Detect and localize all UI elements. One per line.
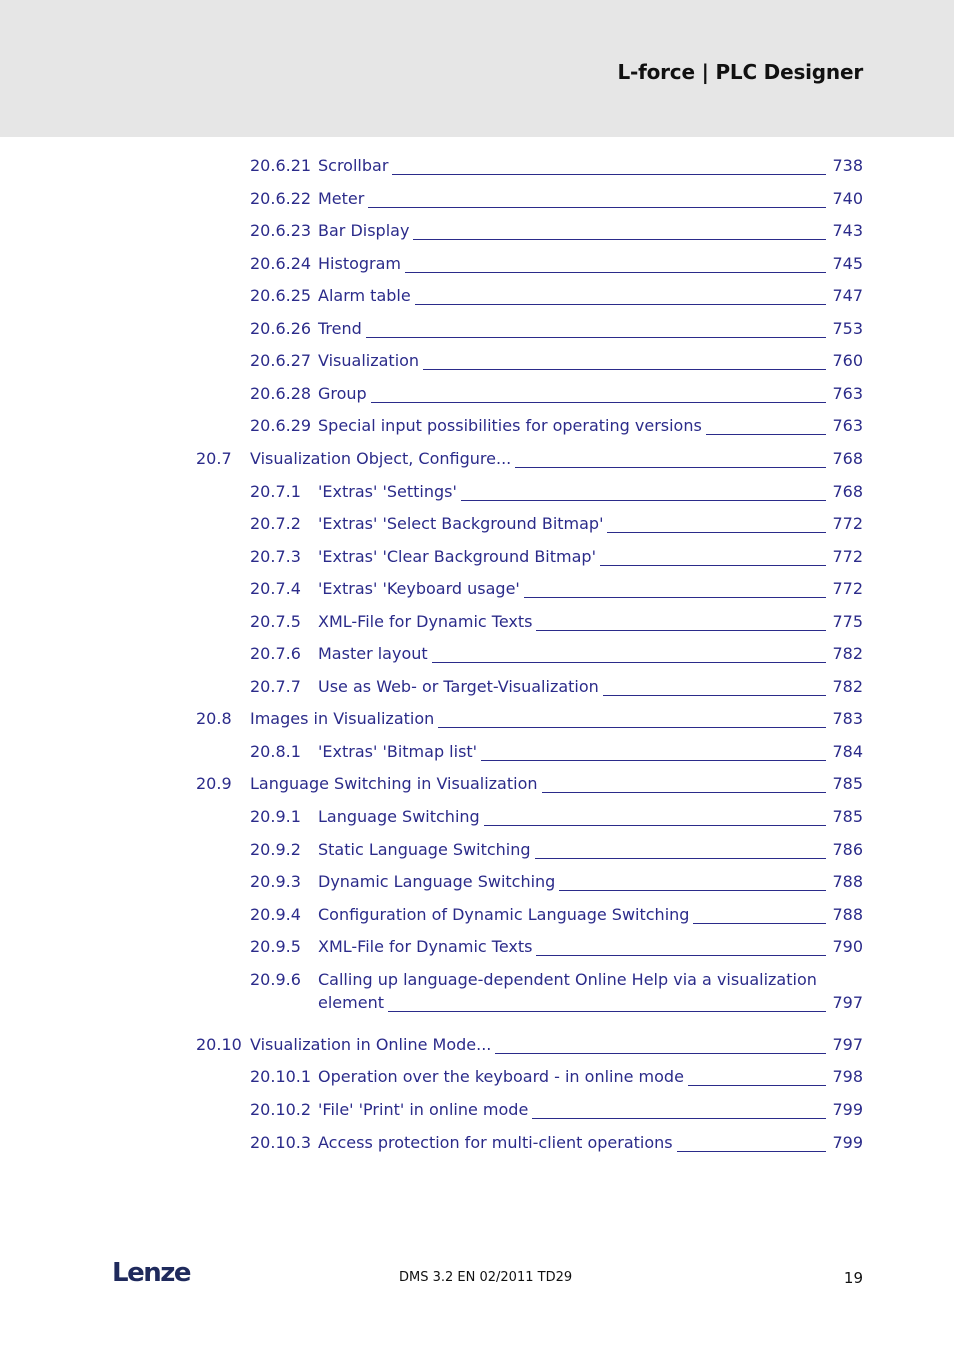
toc-entry[interactable] [0, 871, 954, 893]
toc-entry-title: Alarm table [318, 285, 415, 307]
toc-entry[interactable] [0, 220, 954, 242]
toc-entry-number: 20.10.3 [250, 1132, 312, 1152]
toc-entry-title: Histogram [318, 253, 405, 275]
toc-entry-title: Special input possibilities for operating versions [318, 415, 706, 437]
toc-leader-line [318, 174, 826, 175]
toc-entry-page: 768 [832, 481, 863, 501]
toc-entry-title: 'Extras' 'Select Background Bitmap' [318, 513, 607, 535]
toc-entry-number: 20.7.6 [250, 644, 301, 664]
toc-entry-title: Visualization in Online Mode... [250, 1034, 495, 1056]
toc-entry[interactable] [0, 253, 954, 275]
toc-entry-page: 768 [832, 448, 863, 468]
toc-entry[interactable] [0, 611, 954, 633]
toc-entry[interactable] [0, 350, 954, 372]
toc-entry-number: 20.9.1 [250, 807, 301, 826]
toc-entry-page: 785 [832, 807, 863, 826]
toc-entry-page: 790 [832, 937, 863, 957]
toc-entry[interactable] [0, 806, 954, 828]
toc-entry-page: 785 [832, 774, 863, 794]
toc-entry-number: 20.9 [196, 774, 232, 794]
toc-entry-page: 788 [832, 872, 863, 892]
toc-entry-number: 20.9.6 [250, 969, 301, 989]
toc-entry-number: 20.10.1 [250, 1067, 312, 1087]
toc-entry-title: Visualization [318, 350, 423, 372]
toc-entry-page: 743 [832, 221, 863, 241]
toc-entry-number: 20.7.7 [250, 676, 301, 696]
toc-entry[interactable] [0, 513, 954, 535]
toc-entry-page: 788 [832, 904, 863, 924]
toc-entry-title: Dynamic Language Switching [318, 871, 559, 893]
toc-entry-page: 784 [832, 741, 863, 761]
lenze-logo: Lenze [112, 1258, 190, 1288]
toc-entry-title: Visualization Object, Configure... [250, 448, 515, 470]
toc-entry-page: 740 [832, 188, 863, 208]
toc-entry-page: 782 [832, 676, 863, 696]
toc-entry-number: 20.9.3 [250, 872, 301, 892]
toc-entry-title: Master layout [318, 643, 432, 665]
toc-entry-number: 20.6.22 [250, 188, 312, 208]
toc-entry-page: 798 [832, 1067, 863, 1087]
toc-entry-title: XML-File for Dynamic Texts [318, 611, 536, 633]
toc-entry-number: 20.8 [196, 709, 232, 729]
toc-entry-title: XML-File for Dynamic Texts [318, 936, 536, 958]
toc-entry-title: 'Extras' 'Clear Background Bitmap' [318, 546, 600, 568]
page-number: 19 [843, 1269, 863, 1287]
toc-entry[interactable] [0, 708, 954, 730]
page-title: L-force | PLC Designer [617, 60, 863, 84]
toc-entry-title-continued: element [318, 992, 388, 1014]
toc-leader-line [318, 207, 826, 208]
toc-entry-number: 20.6.29 [250, 416, 312, 436]
toc-entry-title: Images in Visualization [250, 708, 438, 730]
toc-entry[interactable] [0, 188, 954, 210]
toc-entry-page: 799 [832, 1132, 863, 1152]
toc-entry-page: 763 [832, 383, 863, 403]
toc-entry[interactable] [0, 285, 954, 307]
toc-leader-line [318, 337, 826, 338]
toc-entry-title: Configuration of Dynamic Language Switching [318, 904, 693, 926]
toc-entry-title: 'Extras' 'Keyboard usage' [318, 578, 524, 600]
toc-entry-number: 20.6.27 [250, 351, 312, 371]
toc-entry-title: Language Switching in Visualization [250, 773, 542, 795]
toc-entry-number: 20.6.21 [250, 156, 312, 175]
toc-entry-page: 782 [832, 644, 863, 664]
toc-entry-number: 20.6.25 [250, 286, 312, 306]
toc-entry-page: 738 [832, 156, 863, 175]
toc-entry[interactable] [0, 936, 954, 958]
toc-entry-title: Meter [318, 188, 368, 210]
toc-entry-number: 20.7.1 [250, 481, 301, 501]
toc-entry[interactable] [0, 1099, 954, 1121]
toc-entry[interactable] [0, 904, 954, 926]
toc-entry-page: 747 [832, 286, 863, 306]
toc-entry-number: 20.7.2 [250, 514, 301, 534]
toc-leader-line [318, 1011, 826, 1012]
toc-entry-title: 'Extras' 'Bitmap list' [318, 741, 481, 763]
toc-entry-page: 797 [832, 1034, 863, 1054]
toc-entry-title: Use as Web- or Target-Visualization [318, 676, 603, 698]
toc-entry[interactable] [0, 969, 954, 1015]
toc-entry-title: 'File' 'Print' in online mode [318, 1099, 532, 1121]
toc-leader-line [318, 402, 826, 403]
toc-entry-page: 753 [832, 318, 863, 338]
toc-entry[interactable] [0, 481, 954, 503]
toc-entry[interactable] [0, 839, 954, 861]
toc-entry-page: 783 [832, 709, 863, 729]
toc-entry-title: 'Extras' 'Settings' [318, 481, 461, 503]
toc-entry-number: 20.7.4 [250, 579, 301, 599]
toc-entry-number: 20.10 [196, 1034, 242, 1054]
toc-entry-page: 772 [832, 546, 863, 566]
toc-entry-title: Operation over the keyboard - in online mode [318, 1066, 688, 1088]
toc-entry-number: 20.6.28 [250, 383, 312, 403]
toc-entry[interactable] [0, 155, 954, 177]
toc-entry-number: 20.6.24 [250, 253, 312, 273]
toc-entry[interactable] [0, 1034, 954, 1056]
toc-entry-number: 20.7.5 [250, 611, 301, 631]
toc-entry-title: Group [318, 383, 371, 405]
toc-entry-page: 760 [832, 351, 863, 371]
toc-entry-page: 763 [832, 416, 863, 436]
document-id: DMS 3.2 EN 02/2011 TD29 [399, 1270, 573, 1285]
toc-entry-title: Scrollbar [318, 155, 392, 177]
toc-entry[interactable] [0, 546, 954, 568]
toc-entry-page: 797 [832, 992, 863, 1012]
toc-entry-title: Static Language Switching [318, 839, 535, 861]
toc-entry[interactable] [0, 415, 954, 437]
toc-entry-number: 20.9.4 [250, 904, 301, 924]
toc-entry-page: 799 [832, 1099, 863, 1119]
toc-entry-number: 20.9.5 [250, 937, 301, 957]
toc-entry[interactable] [0, 1132, 954, 1154]
toc-entry-page: 772 [832, 514, 863, 534]
toc-entry[interactable] [0, 383, 954, 405]
toc-entry[interactable] [0, 578, 954, 600]
toc-entry-number: 20.7 [196, 448, 232, 468]
toc-entry[interactable] [0, 676, 954, 698]
toc-entry-page: 786 [832, 839, 863, 859]
toc-entry[interactable] [0, 741, 954, 763]
toc-entry-title: Language Switching [318, 806, 484, 828]
toc-entry-page: 775 [832, 611, 863, 631]
toc-entry-number: 20.6.23 [250, 221, 312, 241]
toc-entry-number: 20.8.1 [250, 741, 301, 761]
toc-entry-number: 20.7.3 [250, 546, 301, 566]
toc-entry-title: Calling up language-dependent Online Help via a visualization [318, 969, 821, 991]
toc-entry[interactable] [0, 773, 954, 795]
toc-entry-number: 20.6.26 [250, 318, 312, 338]
toc-entry-number: 20.10.2 [250, 1099, 312, 1119]
toc-entry-title: Trend [318, 318, 366, 340]
toc-entry[interactable] [0, 448, 954, 470]
toc-entry-page: 772 [832, 579, 863, 599]
toc-entry-title: Access protection for multi-client operations [318, 1132, 677, 1154]
toc-entry[interactable] [0, 318, 954, 340]
toc-entry-page: 745 [832, 253, 863, 273]
toc-entry-title: Bar Display [318, 220, 413, 242]
toc-entry[interactable] [0, 643, 954, 665]
toc-entry-number: 20.9.2 [250, 839, 301, 859]
toc-entry[interactable] [0, 1066, 954, 1088]
